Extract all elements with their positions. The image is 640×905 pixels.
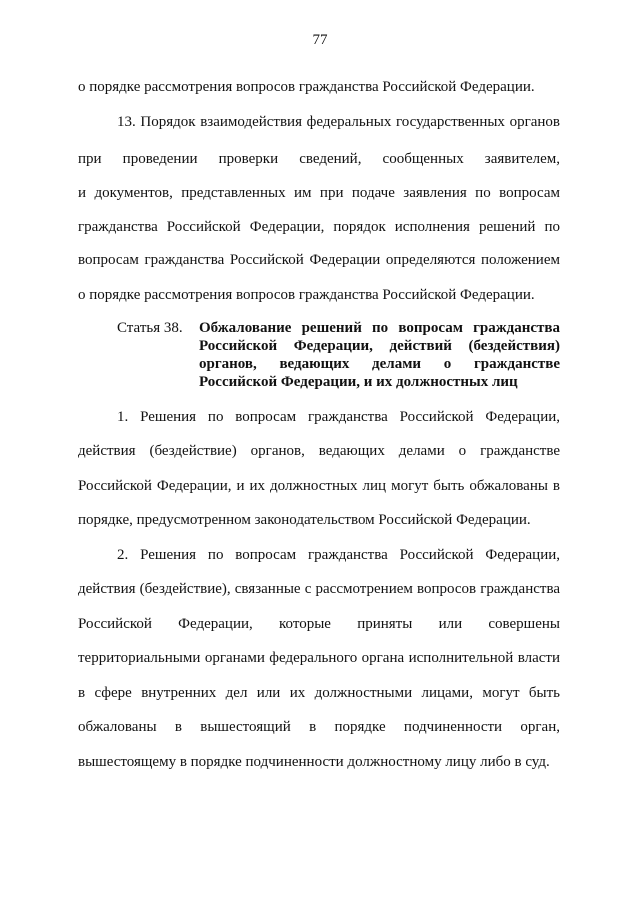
paragraph-13-first-line: 13. Порядок взаимодействия федеральных государственных органов [117, 114, 560, 130]
text-line: действия (бездействие), связанные с рассмотрением вопросов гражданства [78, 581, 560, 597]
article-title-line: Российской Федерации, действий (бездействия) [199, 338, 560, 354]
text-line: вопросам гражданства Российской Федерации определяются положением [78, 252, 560, 268]
text-line: обжалованы в вышестоящий в порядке подчиненности орган, [78, 719, 560, 735]
clause-1-first-line: 1. Решения по вопросам гражданства Российской Федерации, [117, 409, 560, 425]
text-line: при проведении проверки сведений, сообщенных заявителем, [78, 151, 560, 167]
text-line: действия (бездействие) органов, ведающих делами о гражданстве [78, 443, 560, 459]
clause-2-first-line: 2. Решения по вопросам гражданства Российской Федерации, [117, 547, 560, 563]
text-line: Российской Федерации, которые приняты или совершены [78, 616, 560, 632]
text-line: в сфере внутренних дел или их должностными лицами, могут быть [78, 685, 560, 701]
text-line: и документов, представленных им при подаче заявления по вопросам [78, 185, 560, 201]
text-line: о порядке рассмотрения вопросов гражданства Российской Федерации. [78, 287, 535, 303]
text-line: территориальными органами федерального органа исполнительной власти [78, 650, 560, 666]
article-title-line: Российской Федерации, и их должностных лиц [199, 374, 518, 390]
text-line: о порядке рассмотрения вопросов гражданства Российской Федерации. [78, 79, 535, 95]
article-title-line: органов, ведающих делами о гражданстве [199, 356, 560, 372]
article-label: Статья 38. [117, 320, 183, 336]
text-line: гражданства Российской Федерации, порядок исполнения решений по [78, 219, 560, 235]
text-line: порядке, предусмотренном законодательством Российской Федерации. [78, 512, 531, 528]
page-number: 77 [312, 32, 328, 48]
article-title-line: Обжалование решений по вопросам гражданства [199, 320, 560, 336]
text-line: вышестоящему в порядке подчиненности должностному лицу либо в суд. [78, 754, 550, 770]
text-line: Российской Федерации, и их должностных лиц могут быть обжалованы в [78, 478, 560, 494]
